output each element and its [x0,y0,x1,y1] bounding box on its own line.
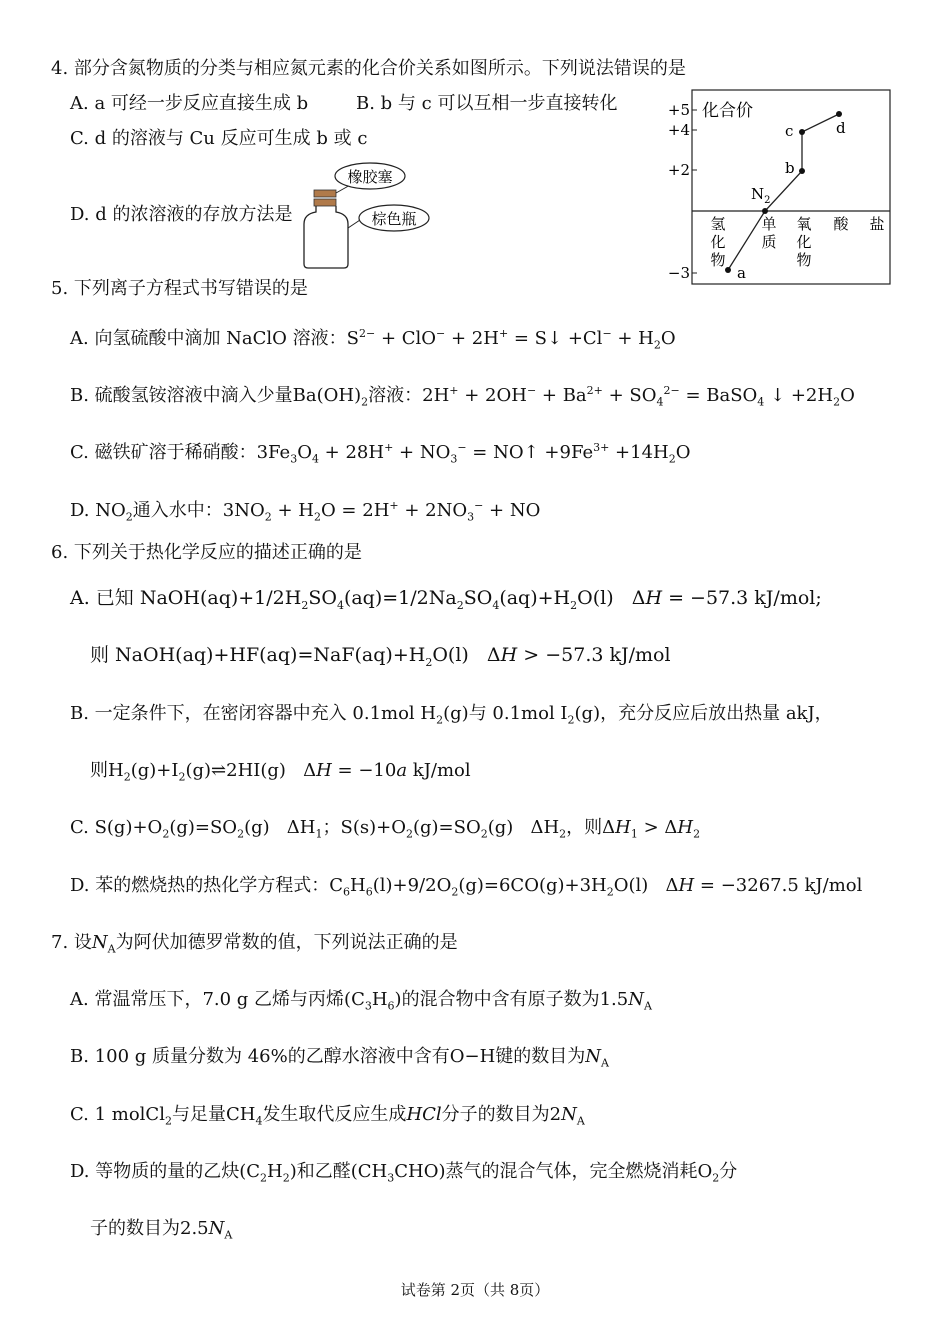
tick-minus3: −3 [667,264,690,282]
q6-b1c-text: ，充分反应后放出热量 akJ， [600,703,833,724]
q7-d2: 和乙醛 [296,1161,351,1182]
q5-option-d: D. $NO_2$通入水中：$3NO_2 + H_2O = 2H^+ + 2NO_3^-$ + NO [70,499,541,524]
q7-option-d-line1: D. 等物质的量的乙炔$(C_2H_2)$和乙醛$(CH_3CHO)$蒸气的混合气体，完全燃烧消耗$O_2$分 [70,1161,738,1185]
valence-chart [663,89,891,287]
q5-c-text: C. 磁铁矿溶于稀硝酸： [70,442,257,463]
q7-c1: C. 1 mol [70,1104,146,1125]
cat-hydride-1: 氢 [710,215,726,233]
q6-b1b-text: 与 [468,703,487,724]
point-c [799,129,805,135]
point-n2 [762,208,768,214]
q6-option-d: D. 苯的燃烧热的热化学方程式：$C_6H_6(l)+9/2O_2(g)=6CO(g)+3H_2O(l) \Delta H = -3267.5$ kJ/mol [70,875,863,899]
cat-salt: 盐 [869,215,885,233]
q7-d3: 蒸气的混合气体，完全燃烧消耗 [445,1161,698,1182]
point-label-n2: $N_2$ [751,185,771,206]
q6-c-then: ，则 [566,817,603,838]
q6-a2-text: 则 [90,644,110,666]
q7-a2: 的混合物中含有原子数为 [401,989,600,1010]
point-label-b: b [785,159,795,177]
cat-oxide-3: 物 [796,251,812,269]
cat-element-2: 质 [761,233,777,251]
cat-oxide-2: 化 [796,233,812,251]
q7-c2: 与足量 [171,1104,226,1125]
q4-stem: 4. 部分含氮物质的分类与相应氮元素的化合价关系如图所示。下列说法错误的是 [51,58,686,79]
q5-stem: 5. 下列离子方程式书写错误的是 [51,278,308,299]
q7-b1: B. 100 g 质量分数为 46%的乙醇水溶液中含有 [70,1046,450,1067]
q7-option-a: A. 常温常压下，7.0 g 乙烯与丙烯$(C_3H_6)$的混合物中含有原子数为$1.5N_A$ [70,989,652,1013]
point-label-c: c [785,122,794,140]
bottle-illustration [296,160,436,272]
q7-stem: 7. 设$N_A$为阿伏加德罗常数的值，下列说法正确的是 [51,932,458,956]
point-b [799,168,805,174]
point-label-d: d [836,119,846,137]
q5-option-c: C. 磁铁矿溶于稀硝酸：$3Fe_3O_4 + 28H^+ + NO_3^-$ = NO↑ $+9Fe^{3+} +14H_2O$ [70,441,691,466]
cat-hydride-2: 化 [710,233,726,251]
q6-c1-text: C. [70,817,89,838]
q6-b2-text: 则 [90,760,108,781]
q4-option-a: A. a 可经一步反应直接生成 b [70,93,309,114]
tick-plus5: +5 [667,101,690,119]
q6-option-a-line2: 则 $NaOH(aq)+HF(aq)=NaF(aq)+H_2O(l) \Delta H > -57.3$ kJ/mol [90,644,671,669]
q7-option-b: B. 100 g 质量分数为 46%的乙醇水溶液中含有O−H键的数目为$N_A$ [70,1046,609,1070]
tick-plus2: +2 [667,161,690,179]
q5-a-text: A. 向氢硫酸中滴加 NaClO 溶液： [70,328,347,349]
q5-option-a: A. 向氢硫酸中滴加 NaClO 溶液：$S^{2-} + ClO^- + 2H^+$ = S↓ $+Cl^- + H_2O$ [70,327,676,352]
q7-option-c: C. 1 molCl$_2$与足量$CH_4$发生取代反应生成HCl分子的数目为$2N_A$ [70,1104,585,1128]
q7-c3: 发生取代反应生成 [262,1104,407,1125]
tick-plus4: +4 [667,121,690,139]
q5-b-text2: 溶液： [368,385,423,406]
q7-d5: 子的数目为 [90,1218,180,1239]
point-label-a: a [737,264,746,282]
q5-b-text: B. 硫酸氢铵溶液中滴入少量 [70,385,293,406]
q6-d1-text: D. 苯的燃烧热的热化学方程式： [70,875,330,896]
bottle-label-stopper: 橡胶塞 [347,168,393,186]
q5-d-text: D. [70,500,96,521]
chart-y-title: 化合价 [702,101,753,121]
q4-option-d: D. d 的浓溶液的存放方法是 [70,204,293,225]
q6-option-b-line1: B. 一定条件下，在密闭容器中充入 0.1mol $H_2(g)$与 0.1mol $I_2(g)$，充分反应后放出热量 akJ， [70,703,833,727]
q7-c4: 分子的数目为 [441,1104,550,1125]
q5-d-text2: 通入水中： [132,500,223,521]
cat-hydride-3: 物 [710,251,726,269]
q6-stem: 6. 下列关于热化学反应的描述正确的是 [51,542,362,563]
q7-stem-a: 7. 设 [51,932,92,953]
valence-line [728,114,839,270]
q6-a1-text: A. 已知 [70,587,134,609]
q4-option-c: C. d 的溶液与 Cu 反应可生成 b 或 c [70,128,368,149]
q7-stem-b: 为阿伏加德罗常数的值，下列说法正确的是 [115,932,458,953]
cat-oxide-1: 氧 [796,215,812,233]
q6-option-b-line2: 则$H_2(g)+I_2(g)\rightleftharpoons 2HI(g) \Delta H = -10a$ kJ/mol [90,760,471,784]
q6-b1-text: B. 一定条件下，在密闭容器中充入 [70,703,347,724]
point-a [725,267,731,273]
q5-option-b: B. 硫酸氢铵溶液中滴入少量$Ba(OH)_2$溶液：$2H^+ + 2OH^- + Ba^{2+} + SO_4^{2-}$ = BaSO$_4$ ↓ $+2H_2O$ [70,384,855,409]
cat-acid: 酸 [833,215,849,233]
q4-option-b: B. b 与 c 可以互相一步直接转化 [356,93,618,114]
q6-option-c: C. $S(g)+O_2(g)=SO_2(g)$ $\Delta H_1$；$S(s)+O_2(g)=SO_2(g)$ $\Delta H_2$，则$\Delta H_1 > \Delta H_2$ [70,817,701,841]
q7-a1: A. 常温常压下，7.0 g 乙烯与丙烯 [70,989,345,1010]
page-footer: 试卷第 2页（共 8页） [400,1281,550,1299]
q7-d4: 分 [719,1161,738,1182]
q7-option-d-line2: 子的数目为$2.5N_A$ [90,1218,233,1242]
bottle-label-brown: 棕色瓶 [371,210,417,228]
cat-element-1: 单 [761,215,777,233]
q7-b2: 键的数目为 [495,1046,586,1067]
q7-d1: D. 等物质的量的乙炔 [70,1161,240,1182]
q6-option-a-line1: A. 已知 $NaOH(aq)+1/2H_2SO_4(aq)=1/2Na_2SO_4(aq)+H_2O(l) \Delta H = -57.3$ kJ/mol; [70,587,822,612]
point-d [836,111,842,117]
